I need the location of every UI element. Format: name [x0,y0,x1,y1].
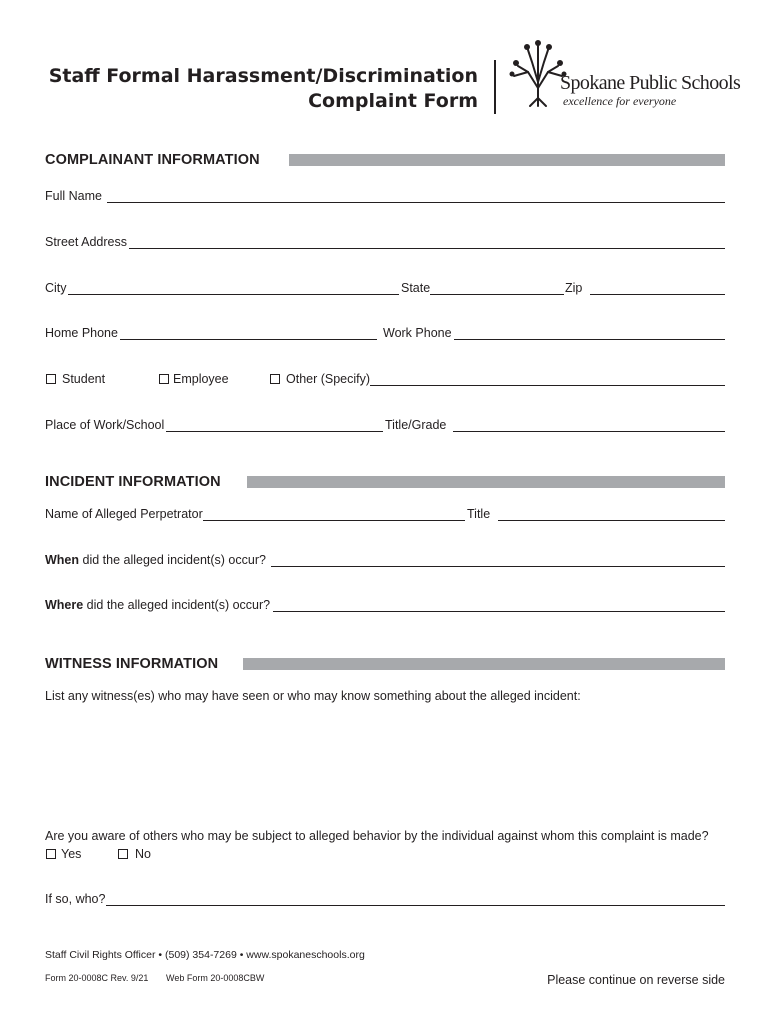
other-checkbox[interactable] [270,374,280,384]
work-phone-field[interactable] [454,339,725,340]
web-form-number: Web Form 20-0008CBW [166,973,265,983]
when-label [45,553,266,567]
school-tagline: excellence for everyone [563,94,677,108]
place-of-work-label: Place of Work/School [45,418,165,432]
when-field[interactable] [271,566,725,567]
zip-label: Zip [565,281,583,295]
perpetrator-title-label: Title [467,507,491,521]
employee-checkbox[interactable] [159,374,169,384]
when-label-rest: did the alleged incident(s) occur? [79,553,266,567]
where-label [45,598,270,612]
state-label: State [401,281,431,295]
title-grade-field[interactable] [453,431,725,432]
if-so-who-field[interactable] [106,905,725,906]
work-phone-label: Work Phone [383,326,452,340]
section-heading-complainant: COMPLAINANT INFORMATION [45,152,260,168]
student-label: Student [62,372,106,386]
section-bar-incident [247,476,725,488]
witness-answer-area[interactable] [45,710,725,820]
yes-checkbox[interactable] [46,849,56,859]
when-label-bold: When [45,553,80,567]
student-checkbox[interactable] [46,374,56,384]
witness-prompt: List any witness(es) who may have seen or who may know something about the alleged incident: [45,689,581,703]
street-address-field[interactable] [129,248,725,249]
if-so-who-label: If so, who? [45,892,106,906]
section-heading-incident: INCIDENT INFORMATION [45,474,221,490]
home-phone-field[interactable] [120,339,377,340]
employee-label: Employee [173,372,229,386]
header-divider [494,60,496,114]
where-label-rest: did the alleged incident(s) occur? [83,598,271,612]
form-title-line2: Complaint Form [308,90,478,112]
full-name-label: Full Name [45,189,102,203]
no-checkbox[interactable] [118,849,128,859]
other-specify-field[interactable] [370,385,725,386]
city-field[interactable] [68,294,399,295]
title-grade-label: Title/Grade [385,418,447,432]
section-bar-complainant [289,154,725,166]
perpetrator-field[interactable] [203,520,465,521]
perpetrator-label: Name of Alleged Perpetrator [45,507,203,521]
zip-field[interactable] [590,294,725,295]
school-name: Spokane Public Schools [560,72,741,94]
city-label: City [45,281,67,295]
place-of-work-field[interactable] [166,431,383,432]
section-heading-witness: WITNESS INFORMATION [45,656,219,672]
perpetrator-title-field[interactable] [498,520,725,521]
where-field[interactable] [273,611,725,612]
section-bar-witness [243,658,725,670]
state-field[interactable] [430,294,564,295]
yes-label: Yes [61,847,82,861]
continue-note: Please continue on reverse side [547,973,725,987]
street-address-label: Street Address [45,235,127,249]
home-phone-label: Home Phone [45,326,118,340]
form-title-line1: Staff Formal Harassment/Discrimination [48,65,478,87]
full-name-field[interactable] [107,202,725,203]
tree-people-icon [508,38,568,108]
where-label-bold: Where [45,598,84,612]
contact-line: Staff Civil Rights Officer • (509) 354-7269 • www.spokaneschools.org [45,949,365,961]
form-number: Form 20-0008C Rev. 9/21 [45,973,149,983]
no-label: No [135,847,151,861]
aware-question: Are you aware of others who may be subject to alleged behavior by the individual against whom this complaint is made? [45,829,709,843]
other-specify-label: Other (Specify) [286,372,371,386]
